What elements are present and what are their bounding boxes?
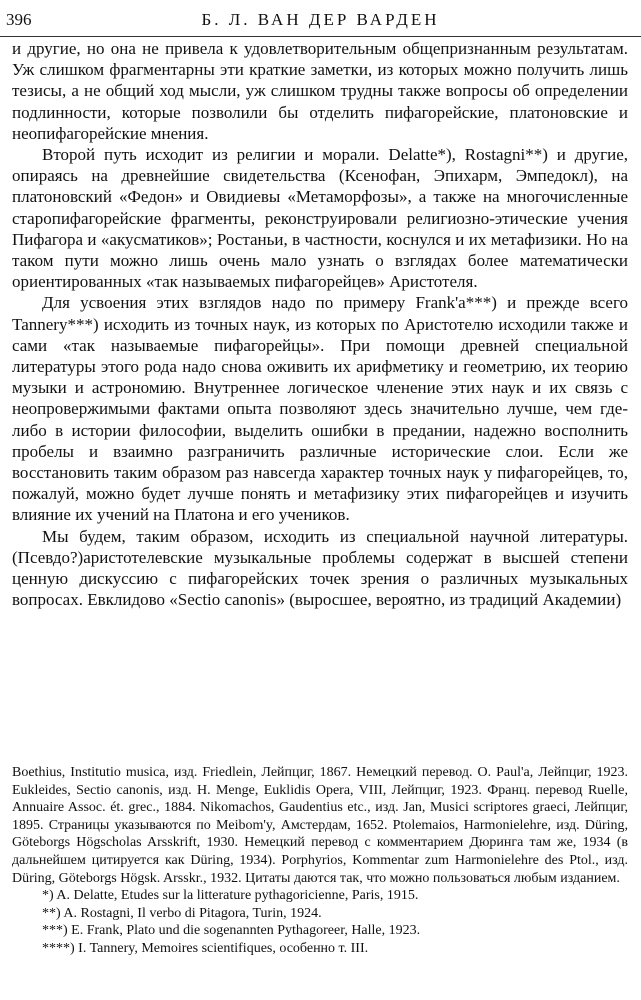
footnote-frank: ***) E. Frank, Plato und die sogenannten Pythagoreer, Halle, 1923. <box>42 923 421 939</box>
main-text <box>12 38 628 610</box>
paragraph-special-literature: Мы будем, таким образом, исходить из специальной научной литературы. (Псевдо?)аристотелевские музыкальные проблемы содержат в высшей степени ценную дискуссию с пифагорейских точек зрения о различных музыкальных вопросах. Евклидово «Sectio canonis» (выросшее, вероятно, из традиций Академии) <box>12 526 628 610</box>
paragraph-continuation: и другие, но она не привела к удовлетворительным общепризнанным результатам. Уж слишком фрагментарны эти краткие заметки, из которых можно получить лишь тезисы, а не общий ход мысли, уж слишком трудны также вопросы об определении подлинности, которые позволили бы отделить пифагорейские, платоновские и неопифагорейские мнения. <box>12 39 628 143</box>
page-number: 396 <box>6 10 32 29</box>
footnote-sources: Boethius, Institutio musica, изд. Friedlein, Лейпциг, 1867. Немецкий перевод. O. Paul'a, Лейпциг, 1923. Eukleides, Sectio canonis, изд. H. Menge, Euklidis Opera, VIII, Лейпциг, 1923. Франц. перевод Ruelle, Annuaire Assoc. ét. grec., 1884. Nikomachos, Gaudentius etc., изд. Jan, Musici scriptores graeci, Лейпциг, 1895. Страницы указываются по Meibom'y, Амстердам, 1652. Ptolemaios, Harmonielehre, изд. Düring, Göteborgs Högscholas Arsskrift, 1930. Немецкий перевод с комментарием Дюринга там же, 1934 (в дальнейшем цитируется как Düring, 1934). Porphyrios, Kommentar zum Harmonielehre des Ptol., изд. Düring, Göteborgs Högsk. Arsskr., 1932. Цитаты даются так, что можно пользоваться любым изданием. <box>12 765 628 886</box>
paragraph-second-path: Второй путь исходит из религии и морали. Delatte*), Rostagni**) и другие, опираясь на древнейшие свидетельства (Ксенофан, Эпихарм, Эмпедокл), на платоновский «Федон» и Овидиевы «Метаморфозы», а также на многочисленные старопифагорейские фрагменты, реконструировали религиозно-этические учения Пифагора и «акусматиков»; Ростаньи, в частности, коснулся и их метафизики. Но на таком пути можно лишь очень мало узнать о взглядах более математически ориентированных «так называемых пифагорейцев» Аристотеля. <box>12 145 628 292</box>
paragraph-exact-sciences: Для усвоения этих взглядов надо по примеру Frank'a***) и прежде всего Tannery***) исходить из точных наук, из которых по Аристотелю исходили также и сами «так называемые пифагорейцы». При помощи древней специальной литературы этого рода надо снова оживить их арифметику и геометрию, их теорию музыки и астрономию. Внутреннее логическое членение этих наук и их связь с неопровержимыми фактами опыта позволяют здесь значительно лучше, чем где-либо в истории философии, выделить ошибки в предании, надежно восполнить пробелы и взаимно разграничить различные исторические слои. Если же восстановить таким образом раз навсегда характер точных наук у пифагорейцев, то, пожалуй, можно будет лучше понять и метафизику этих пифагорейцев и изучить влияние их учений на Платона и его учеников. <box>12 293 628 525</box>
header-rule <box>0 36 641 37</box>
running-header <box>6 8 635 34</box>
footnote-tannery: ****) I. Tannery, Memoires scientifiques, особенно т. III. <box>42 940 369 956</box>
footnote-rostagni: **) A. Rostagni, Il verbo di Pitagora, Turin, 1924. <box>42 905 322 921</box>
footnote-delatte: *) A. Delatte, Etudes sur la litterature pythagoricienne, Paris, 1915. <box>42 888 419 904</box>
footnotes <box>12 764 628 958</box>
running-title: Б. Л. ВАН ДЕР ВАРДЕН <box>201 10 440 29</box>
